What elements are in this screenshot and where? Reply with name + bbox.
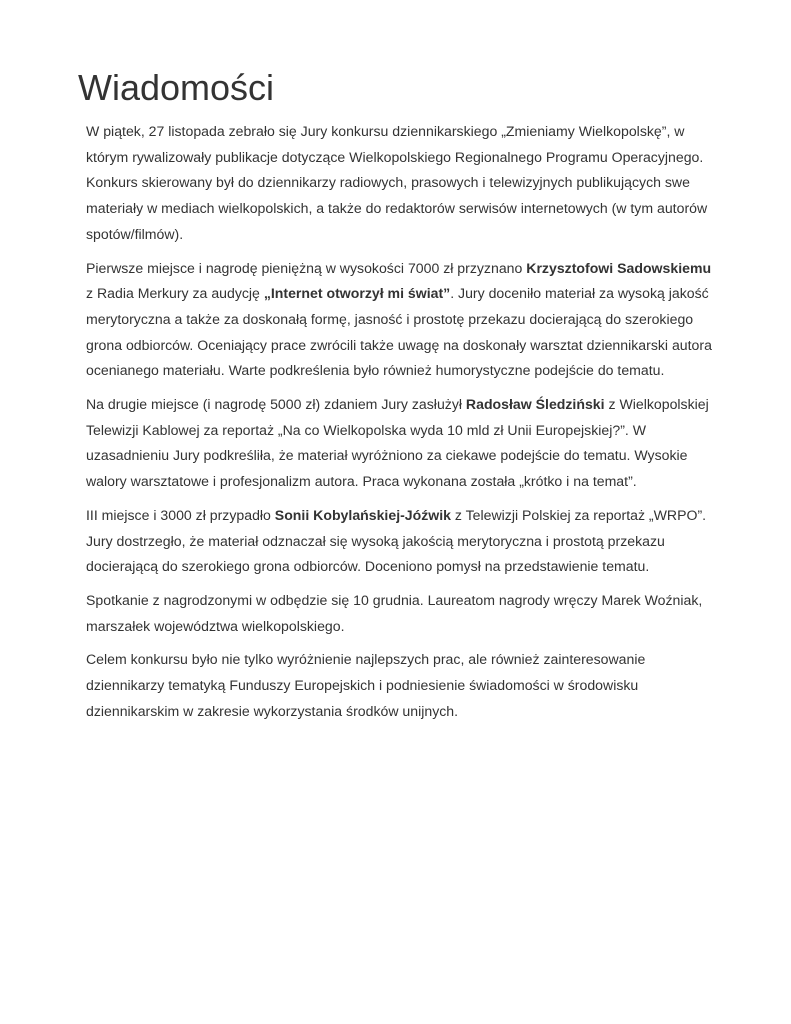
text-segment: Konkurs skierowany był do dziennikarzy radiowych, prasowych i telewizyjnych publikujących swe <box>86 174 690 191</box>
highlighted-name: Radosław Śledziński <box>465 396 605 413</box>
highlighted-name: „Internet otworzył mi świat” <box>263 285 451 302</box>
paragraph-line <box>86 119 711 145</box>
paragraph-line <box>86 469 711 495</box>
paragraph-line <box>86 333 711 359</box>
paragraph-line <box>86 281 711 307</box>
text-segment: III miejsce i 3000 zł przypadło <box>86 506 275 523</box>
article-paragraph <box>86 392 711 495</box>
text-segment: Telewizji Kablowej za reportaż „Na co Wielkopolska wyda 10 mld zł Unii Europejskiej?”. W <box>86 421 647 438</box>
paragraph-line <box>86 699 711 725</box>
text-segment: spotów/filmów). <box>86 225 184 242</box>
text-segment: ocenianego materiału. Warte podkreślenia było również humorystyczne podejście do tematu. <box>86 362 665 379</box>
paragraph-line <box>86 588 711 614</box>
text-segment: materiały w mediach wielkopolskich, a także do redaktorów serwisów internetowych (w tym autorów <box>86 200 708 217</box>
text-segment: z Telewizji Polskiej za reportaż „WRPO”. <box>451 506 707 523</box>
page-title: Wiadomości <box>78 67 275 108</box>
paragraph-line <box>86 222 711 248</box>
paragraph-line <box>86 554 711 580</box>
text-segment: z Wielkopolskiej <box>604 396 709 413</box>
paragraph-line <box>86 443 711 469</box>
text-segment: marszałek województwa wielkopolskiego. <box>86 617 345 634</box>
paragraph-line <box>86 503 711 529</box>
paragraph-line <box>86 307 711 333</box>
text-segment: z Radia Merkury za audycję <box>86 285 264 302</box>
article-paragraph <box>86 588 711 639</box>
article-paragraph <box>86 256 711 385</box>
text-segment: którym rywalizowały publikacje dotyczące Wielkopolskiego Regionalnego Programu Operacyjnego. <box>86 148 704 165</box>
article-paragraph <box>86 119 711 248</box>
article-paragraph <box>86 503 711 580</box>
paragraph-line <box>86 614 711 640</box>
text-segment: W piątek, 27 listopada zebrało się Jury konkursu dziennikarskiego „Zmieniamy Wielkopolskę”, w <box>86 123 685 139</box>
text-segment: . Jury doceniło materiał za wysoką jakość <box>450 285 709 302</box>
paragraph-line <box>86 170 711 196</box>
text-segment: docierającą do szerokiego grona odbiorców. Doceniono pomysł na przedstawienie tematu. <box>86 558 650 575</box>
paragraph-line <box>86 647 711 673</box>
paragraph-line <box>86 418 711 444</box>
highlighted-name: Sonii Kobylańskiej-Jóźwik <box>274 506 452 523</box>
article-body <box>86 119 711 732</box>
paragraph-line <box>86 196 711 222</box>
text-segment: Spotkanie z nagrodzonymi w odbędzie się 10 grudnia. Laureatom nagrody wręczy Marek Woźniak, <box>86 591 703 608</box>
paragraph-line <box>86 145 711 171</box>
text-segment: Celem konkursu było nie tylko wyróżnienie najlepszych prac, ale również zainteresowanie <box>86 651 646 668</box>
text-segment: walory warsztatowe i profesjonalizm autora. Praca wykonana została „krótko i na temat”. <box>86 473 637 490</box>
text-segment: dziennikarzy tematyką Funduszy Europejskich i podniesienie świadomości w środowisku <box>86 677 639 694</box>
text-segment: uzasadnieniu Jury podkreśliła, że materiał wyróżniono za ciekawe podejście do tematu. Wysokie <box>86 447 688 464</box>
paragraph-line <box>86 392 711 418</box>
text-segment: Na drugie miejsce (i nagrodę 5000 zł) zdaniem Jury zasłużył <box>86 396 466 413</box>
text-segment: dziennikarskim w zakresie wykorzystania środków unijnych. <box>86 702 459 719</box>
paragraph-line <box>86 256 711 282</box>
text-segment: Pierwsze miejsce i nagrodę pieniężną w wysokości 7000 zł przyznano <box>86 259 527 276</box>
article-paragraph <box>86 647 711 724</box>
highlighted-name: Krzysztofowi Sadowskiemu <box>526 259 712 276</box>
text-segment: Jury dostrzegło, że materiał odznaczał się wysoką jakością merytoryczna i prostotą przekazu <box>86 532 665 549</box>
paragraph-line <box>86 358 711 384</box>
paragraph-line <box>86 673 711 699</box>
text-segment: grona odbiorców. Oceniający prace zwrócili także uwagę na doskonały warsztat dziennikarski autora <box>86 336 712 353</box>
text-segment: merytoryczna a także za doskonałą formę, jasność i prostotę przekazu docierającą do szerokiego <box>86 310 694 327</box>
paragraph-line <box>86 529 711 555</box>
